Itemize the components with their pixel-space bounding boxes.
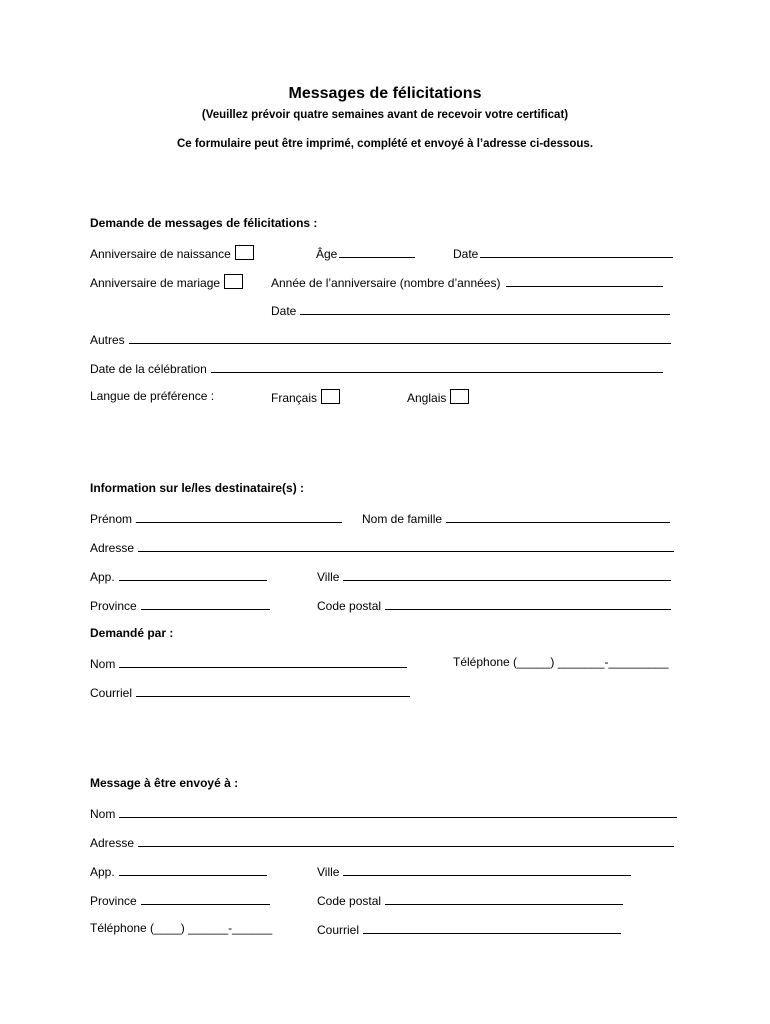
send-to-postal-field[interactable]: [385, 892, 623, 905]
french-label: Français: [271, 391, 318, 405]
page-subtitle: (Veuillez prévoir quatre semaines avant de recevoir votre certificat): [201, 109, 569, 121]
request-heading: Demande de messages de félicitations :: [90, 216, 318, 230]
send-to-email-group: [317, 921, 621, 937]
recipient-city-field[interactable]: [343, 568, 671, 581]
recipient-postal-label: Code postal: [317, 599, 382, 613]
wedding-date-label: Date: [271, 304, 297, 318]
age-field[interactable]: [339, 245, 415, 258]
wedding-date-group: [271, 302, 670, 318]
send-to-city-group: [317, 863, 631, 879]
birthday-date-group: [453, 245, 673, 261]
last-name-group: [362, 510, 670, 526]
send-to-email-label: Courriel: [317, 923, 360, 937]
recipient-province-field[interactable]: [141, 597, 270, 610]
birthday-label: Anniversaire de naissance: [90, 247, 231, 261]
send-to-province-label: Province: [90, 894, 137, 908]
send-to-province-field[interactable]: [141, 892, 270, 905]
last-name-field[interactable]: [446, 510, 670, 523]
english-label: Anglais: [407, 391, 447, 405]
send-to-email-field[interactable]: [363, 921, 621, 934]
send-to-name-group: [90, 805, 677, 821]
page-instructions: Ce formulaire peut être imprimé, complété et envoyé à l’adresse ci-dessous.: [176, 138, 594, 150]
requester-email-label: Courriel: [90, 686, 133, 700]
send-to-postal-group: [317, 892, 623, 908]
recipient-address-group: [90, 539, 674, 555]
send-to-apt-field[interactable]: [119, 863, 267, 876]
first-name-label: Prénom: [90, 512, 133, 526]
page-title: Messages de félicitations: [288, 85, 482, 102]
recipient-province-group: [90, 597, 270, 613]
celebration-date-field[interactable]: [211, 360, 663, 373]
french-checkbox[interactable]: [321, 389, 340, 404]
birthday-date-label: Date: [453, 247, 479, 261]
send-to-postal-label: Code postal: [317, 894, 382, 908]
recipient-city-group: [317, 568, 671, 584]
wedding-label: Anniversaire de mariage: [90, 276, 221, 290]
french-option: [271, 389, 340, 405]
recipient-postal-field[interactable]: [385, 597, 671, 610]
recipient-apt-field[interactable]: [119, 568, 267, 581]
recipient-postal-group: [317, 597, 671, 613]
requester-email-field[interactable]: [136, 684, 410, 697]
send-to-heading: Message à être envoyé à :: [90, 776, 239, 790]
send-to-province-group: [90, 892, 270, 908]
recipient-address-label: Adresse: [90, 541, 135, 555]
age-label: Âge: [316, 247, 338, 261]
recipient-city-label: Ville: [317, 570, 340, 584]
requester-phone-field[interactable]: Téléphone (_____) _______-_________: [453, 655, 669, 669]
send-to-address-label: Adresse: [90, 836, 135, 850]
english-checkbox[interactable]: [450, 389, 469, 404]
language-label: Langue de préférence :: [90, 389, 215, 403]
years-field-group: [271, 274, 663, 290]
recipient-heading: Information sur le/les destinataire(s) :: [90, 481, 305, 495]
send-to-address-group: [90, 834, 674, 850]
other-label: Autres: [90, 333, 125, 347]
english-option: [407, 389, 469, 405]
requester-heading: Demandé par :: [90, 626, 174, 640]
send-to-city-label: Ville: [317, 865, 340, 879]
other-field[interactable]: [129, 331, 671, 344]
send-to-name-field[interactable]: [119, 805, 677, 818]
celebration-date-group: [90, 360, 663, 376]
last-name-label: Nom de famille: [362, 512, 443, 526]
birthday-checkbox[interactable]: [235, 245, 254, 260]
requester-email-group: [90, 684, 410, 700]
recipient-apt-group: [90, 568, 267, 584]
recipient-apt-label: App.: [90, 570, 115, 584]
first-name-field[interactable]: [136, 510, 342, 523]
birthday-date-field[interactable]: [480, 245, 673, 258]
celebration-date-label: Date de la célébration: [90, 362, 207, 376]
send-to-apt-group: [90, 863, 267, 879]
send-to-phone-field[interactable]: Téléphone (____) ______-______: [90, 921, 273, 935]
wedding-checkbox[interactable]: [224, 274, 243, 289]
years-field[interactable]: [506, 274, 663, 287]
send-to-apt-label: App.: [90, 865, 115, 879]
send-to-name-label: Nom: [90, 807, 116, 821]
other-group: [90, 331, 671, 347]
requester-name-field[interactable]: [119, 655, 407, 668]
recipient-address-field[interactable]: [138, 539, 674, 552]
recipient-province-label: Province: [90, 599, 137, 613]
send-to-city-field[interactable]: [343, 863, 631, 876]
age-field-group: [316, 245, 415, 261]
send-to-address-field[interactable]: [138, 834, 674, 847]
years-label: Année de l’anniversaire (nombre d’années): [271, 276, 501, 290]
wedding-date-field[interactable]: [300, 302, 670, 315]
requester-name-label: Nom: [90, 657, 116, 671]
birthday-row: [90, 245, 254, 261]
first-name-group: [90, 510, 342, 526]
wedding-row: [90, 274, 243, 290]
requester-name-group: [90, 655, 407, 671]
